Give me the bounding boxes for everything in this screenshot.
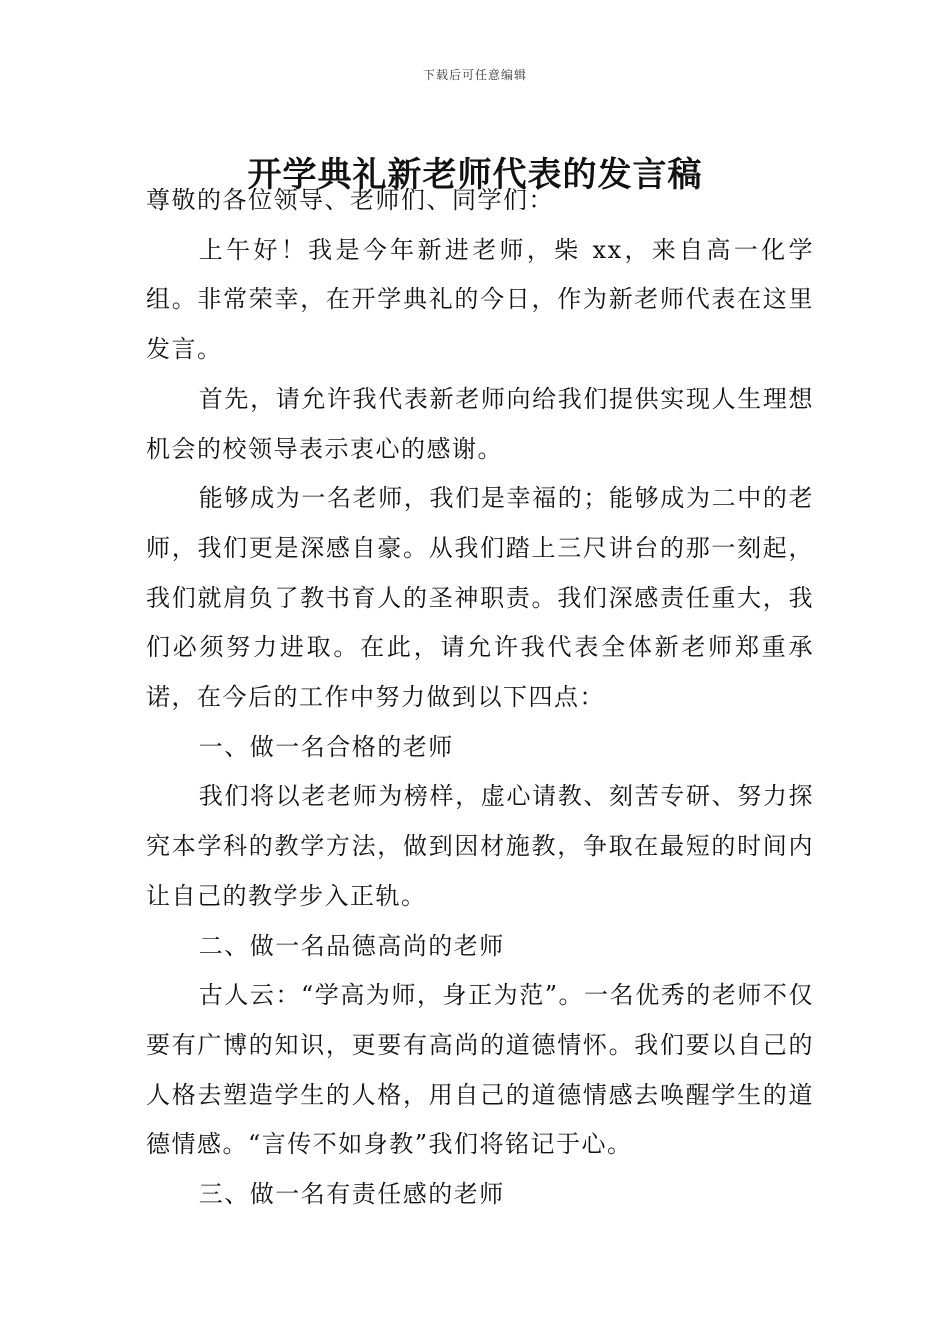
paragraph-greeting: 上午好！我是今年新进老师，柴 xx，来自高一化学组。非常荣幸，在开学典礼的今日，作为新老师代表在这里发言。 <box>146 235 814 364</box>
paragraph-section-2: 古人云：“学高为师，身正为范”。一名优秀的老师不仅要有广博的知识，更要有高尚的道德情怀。我们要以自己的人格去塑造学生的人格，用自己的道德情感去唤醒学生的道德情感。“言传不如身教”我们将铭记于心。 <box>146 981 814 1159</box>
section-heading-3: 三、做一名有责任感的老师 <box>198 1180 505 1209</box>
page-title: 开学典礼新老师代表的发言稿 <box>247 154 703 195</box>
salutation: 尊敬的各位领导、老师们、同学们： <box>146 186 554 214</box>
paragraph-commitment: 能够成为一名老师，我们是幸福的；能够成为二中的老师，我们更是深感自豪。从我们踏上三尺讲台的那一刻起，我们就肩负了教书育人的圣神职责。我们深感责任重大，我们必须努力进取。在此，请允许我代表全体新老师郑重承诺，在今后的工作中努力做到以下四点： <box>146 484 814 712</box>
section-heading-1: 一、做一名合格的老师 <box>198 732 454 761</box>
section-heading-2: 二、做一名品德高尚的老师 <box>198 931 505 960</box>
document-body <box>146 176 814 1220</box>
paragraph-thanks: 首先，请允许我代表新老师向给我们提供实现人生理想机会的校领导表示衷心的感谢。 <box>146 384 814 463</box>
header-note: 下载后可任意编辑 <box>422 68 527 82</box>
paragraph-section-1: 我们将以老老师为榜样，虚心请教、刻苦专研、努力探究本学科的教学方法，做到因材施教，争取在最短的时间内让自己的教学步入正轨。 <box>146 782 814 910</box>
